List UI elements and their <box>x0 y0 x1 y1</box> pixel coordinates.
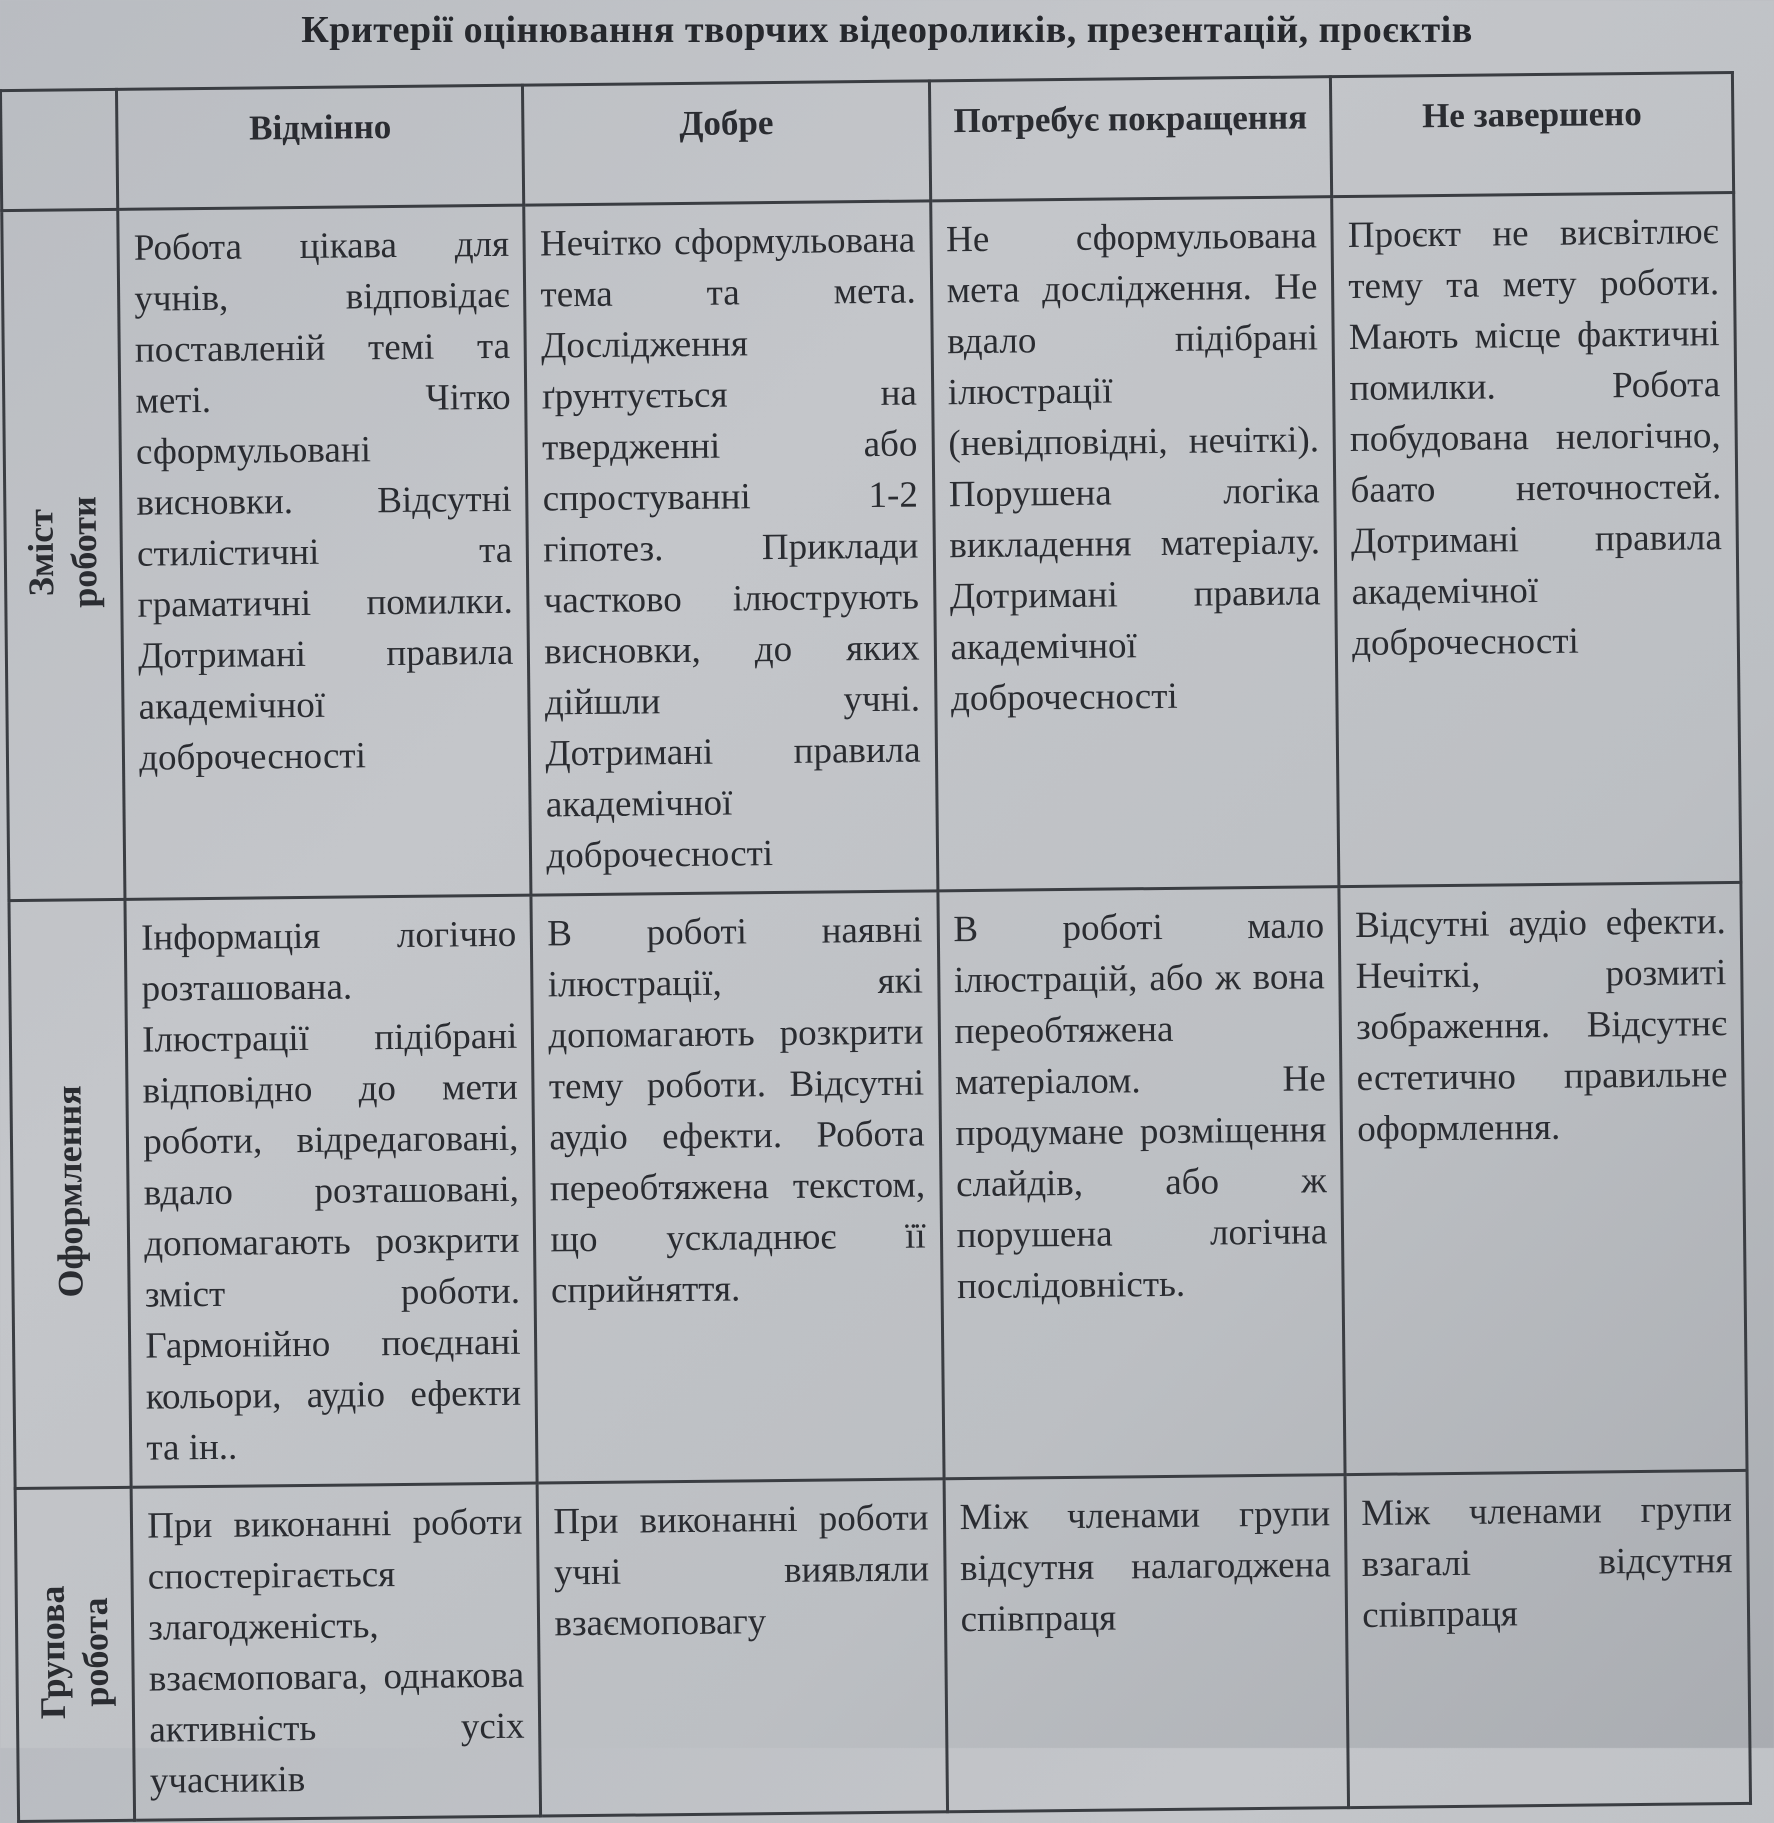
header-row <box>0 72 1733 210</box>
row-header-group-work <box>15 1487 135 1821</box>
cell-design-excellent: Інформація логічно розташована. Ілюстрації підібрані відповідно до мети роботи, відредаговані, вдало розташовані, допомагають розкрити зміст роботи. Гармонійно поєднані кольори, аудіо ефекти та ін.. <box>125 895 537 1487</box>
column-header-incomplete: Не завершено <box>1331 72 1734 196</box>
table-row-design <box>9 882 1747 1488</box>
page-title: Критерії оцінювання творчих відеороликів, презентацій, проєктів <box>301 9 1473 51</box>
cell-design-incomplete: Відсутні аудіо ефекти. Нечіткі, розмиті зображення. Відсутнє естетично правильне оформлення. <box>1339 882 1747 1474</box>
cell-content-needs-improvement: Не сформульована мета дослідження. Не вдало підібрані ілюстрації (невідповідні, нечіткі). Порушена логіка викладення матеріалу. Дотримані правила академічної доброчесності <box>930 197 1339 891</box>
corner-cell <box>0 89 117 210</box>
column-header-needs-improvement: Потребує покращення <box>929 77 1332 201</box>
cell-design-good: В роботі наявні ілюстрації, які допомагають розкрити тему роботи. Відсутні аудіо ефекти. Робота переобтяжена текстом, що ускладнює її сприйняття. <box>531 891 943 1483</box>
cell-group-excellent: При виконанні роботи спостерігається злагодженість, взаємоповага, однакова активність усіх учасників <box>131 1483 541 1820</box>
criteria-table <box>0 71 1752 1823</box>
row-header-design <box>9 899 131 1488</box>
row-label-group-work: Групова робота <box>32 1585 117 1720</box>
column-header-excellent: Відмінно <box>117 85 524 209</box>
row-label-content: Зміст роботи <box>20 496 106 609</box>
cell-group-needs-improvement: Між членами групи відсутня налагоджена співпраця <box>944 1475 1349 1812</box>
cell-group-good: При виконанні роботи учні виявляли взаємоповагу <box>538 1479 948 1816</box>
column-header-good: Добре <box>523 81 930 205</box>
row-header-content <box>2 209 125 900</box>
row-label-design: Оформлення <box>48 1085 91 1298</box>
cell-content-excellent: Робота цікава для учнів, відповідає поставленій темі та меті. Чітко сформульовані висновки. Відсутні стилістичні та граматичні помилки. Дотримані правила академічної доброчесності <box>118 205 531 899</box>
table-row-group-work <box>15 1470 1750 1821</box>
table-row-content <box>2 192 1741 900</box>
cell-content-incomplete: Проєкт не висвітлює тему та мету роботи. Мають місце фактичні помилки. Робота побудована нелогічно, баато неточностей. Дотримані правила академічної доброчесності <box>1332 192 1741 886</box>
cell-content-good: Нечітко сформульована тема та мета. Дослідження ґрунтується на твердженні або спростуванні 1-2 гіпотез. Приклади частково ілюструють висновки, до яких дійшли учні. Дотримані правила академічної доброчесності <box>524 201 937 895</box>
cell-design-needs-improvement: В роботі мало ілюстрацій, або ж вона переобтяжена матеріалом. Не продумане розміщення слайдів, або ж порушена логічна послідовність. <box>938 887 1346 1479</box>
cell-group-incomplete: Між членами групи взагалі відсутня співпраця <box>1345 1470 1750 1807</box>
